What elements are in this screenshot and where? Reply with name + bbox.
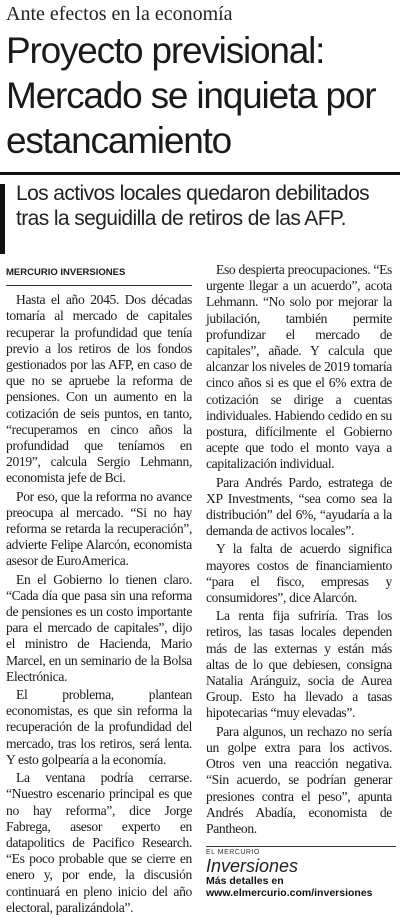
paragraph: El problema, plantean economistas, es que sin reforma la recuperación de la profundidad del mercado, tras los retiros, será lenta. Y esto golpearía a la economía. <box>6 687 192 767</box>
byline: MERCURIO INVERSIONES <box>6 267 126 278</box>
promo-brand: EL MERCURIO <box>206 849 260 856</box>
promo-rule <box>206 846 396 847</box>
promo-box <box>206 846 396 898</box>
paragraph: En el Gobierno lo tienen claro. “Cada día que pasa sin una reforma de pensiones es un costo importante para el mercado de capitales”, dijo el ministro de Hacienda, Mario Marcel, en un seminario de la Bolsa Electrónica. <box>6 571 192 684</box>
paragraph: Para Andrés Pardo, estratega de XP Investments, “sea como sea la distribución” del 6%, “ayudaría a la demanda de activos locales”. <box>206 474 392 539</box>
article-deck: Los activos locales quedaron debilitados tras la seguidilla de retiros de las AFP. <box>16 182 370 230</box>
byline-rule <box>6 285 192 286</box>
paragraph: Eso despierta preocupaciones. “Es urgente llegar a un acuerdo”, acota Lehmann. “No solo por mejorar la jubilación, también permite profundizar el mercado de capitales”, añade. Y calcula que alcanzar los niveles de 2019 tomaría cinco años si es que el 6% extra de cotización se dirige a cuentas individuales. Habiendo cedido en su postura, difícilmente el Gobierno acepte que todo el monto vaya a capitalización individual. <box>206 262 392 472</box>
promo-url-link[interactable]: www.elmercurio.com/inversiones <box>206 887 373 899</box>
promo-details: Más detalles en <box>206 875 284 887</box>
column-left <box>6 262 192 918</box>
paragraph: La renta fija sufriría. Tras los retiros, las tasas locales dependen más de las externas y están más altas de lo que debiesen, consigna Natalia Aránguiz, socia de Aurea Group. Esto ha llevado a tasas hipotecarias “muy elevadas”. <box>206 608 392 721</box>
paragraph: Hasta el año 2045. Dos décadas tomaría al mercado de capitales recuperar la profundidad que tenía previo a los retiros de los fondos gestionados por las AFP, en caso de que no se apruebe la reforma de pensiones. Con un aumento en la cotización de seis puntos, en tanto, “recuperamos en cinco años la profundidad que teníamos en 2019”, calcula Sergio Lehmann, economista jefe de Bci. <box>6 292 192 486</box>
paragraph: La ventana podría cerrarse. “Nuestro escenario principal es que no hay reforma”, dice Jorge Fabrega, asesor experto en datapolitics de Pacifico Research. “Es poco probable que se cierre en enero y, por ende, la discusión continuará en pleno inicio del año electoral, paralizándola”. <box>6 770 192 915</box>
article-kicker: Ante efectos en la economía <box>6 3 233 25</box>
paragraph: Para algunos, un rechazo no sería un golpe extra para los activos. Otros ven una reacción negativa. “Sin acuerdo, se podrían generar presiones contra el peso”, apunta Andrés Abadía, economista de Pantheon. <box>206 723 392 836</box>
deck-bar <box>0 184 5 254</box>
promo-section: Inversiones <box>206 856 299 876</box>
column-right <box>206 262 392 839</box>
article-headline: Proyecto previsional: Mercado se inquieta por estancamiento <box>6 30 376 161</box>
paragraph: Por eso, que la reforma no avance preocupa al mercado. “Si no hay reforma se retarda la recuperación”, advierte Felipe Alarcón, economista asesor de EuroAmerica. <box>6 488 192 569</box>
paragraph: Y la falta de acuerdo significa mayores costos de financiamiento “para el fisco, empresas y consumidores”, dice Alarcón. <box>206 541 392 606</box>
headline-rule <box>0 172 400 175</box>
